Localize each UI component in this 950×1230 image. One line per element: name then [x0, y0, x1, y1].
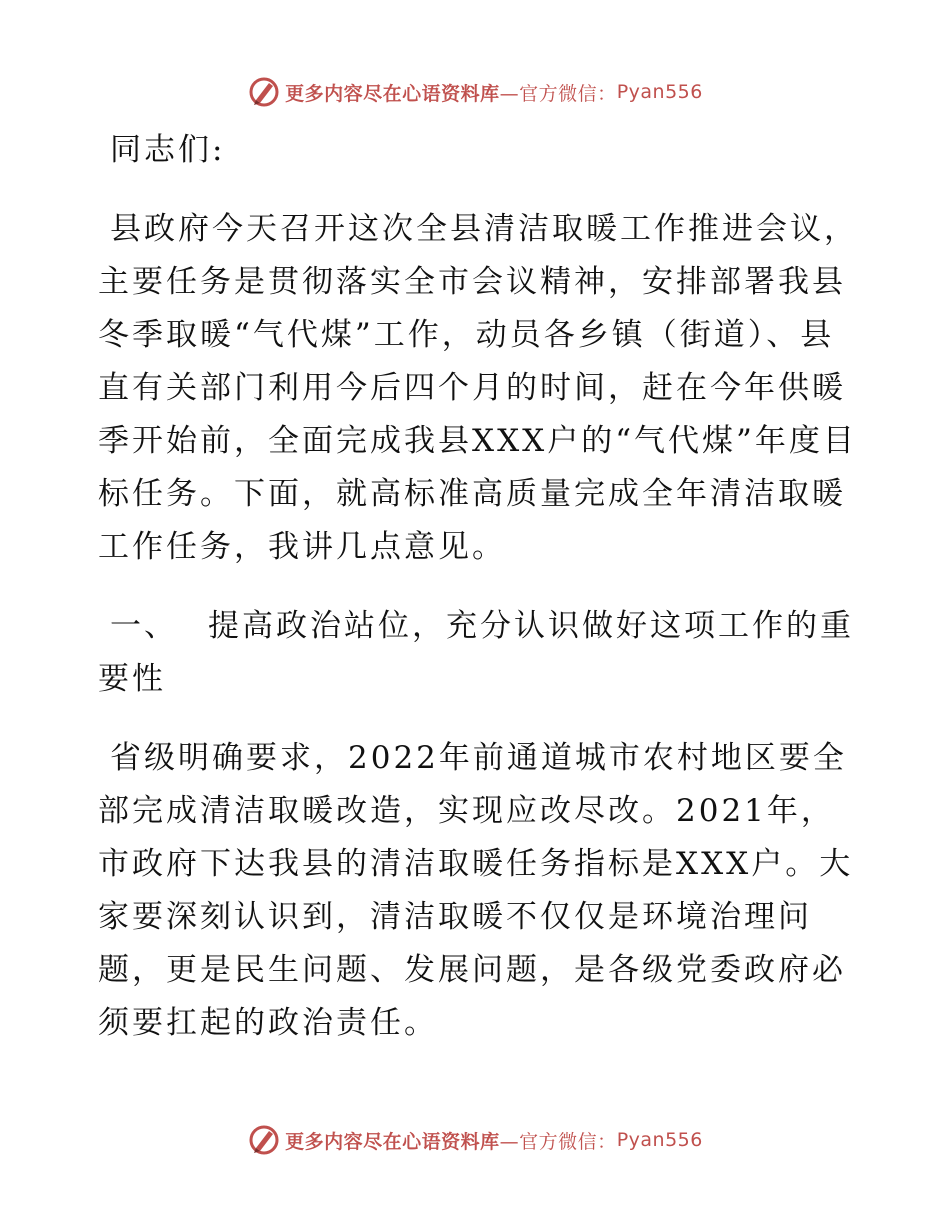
- footer-banner: [0, 1120, 950, 1160]
- salutation: 同志们:: [110, 132, 226, 168]
- paragraph-intro: 县政府今天召开这次全县清洁取暖工作推进会议，主要任务是贯彻落实全市会议精神，安排部署我县冬季取暖“气代煤”工作，动员各乡镇（街道）、县直有关部门利用今后四个月的时间，赶在今年供暖季开始前，全面完成我县XXX户的“气代煤”年度目标任务。下面，就高标准高质量完成全年清洁取暖工作任务，我讲几点意见。: [98, 211, 858, 565]
- paragraph-section-1: 省级明确要求，2022年前通道城市农村地区要全部完成清洁取暖改造，实现应改尽改。2021年，市政府下达我县的清洁取暖任务指标是XXX户。大家要深刻认识到，清洁取暖不仅仅是环境治理问题，更是民生问题、发展问题，是各级党委政府必须要扛起的政治责任。: [98, 740, 854, 1041]
- header-banner: [0, 72, 950, 112]
- banner-text-wechat-id: Pyan556: [616, 81, 703, 103]
- banner-text-main: 更多内容尽在心语资料库: [285, 1130, 500, 1153]
- section-heading-number: 一、: [110, 608, 178, 644]
- section-heading-1: [98, 600, 858, 706]
- banner-text-main: 更多内容尽在心语资料库: [285, 82, 500, 105]
- banner-text-wechat-label: —官方微信：: [499, 82, 617, 105]
- pen-in-circle-icon: [247, 75, 281, 109]
- banner-text-wechat-id: Pyan556: [616, 1129, 703, 1151]
- document-body: [98, 120, 858, 1050]
- banner-text-wechat-label: —官方微信：: [499, 1130, 617, 1153]
- section-heading-text: 提高政治站位，充分认识做好这项工作的重要性: [98, 608, 854, 697]
- pen-in-circle-icon: [247, 1123, 281, 1157]
